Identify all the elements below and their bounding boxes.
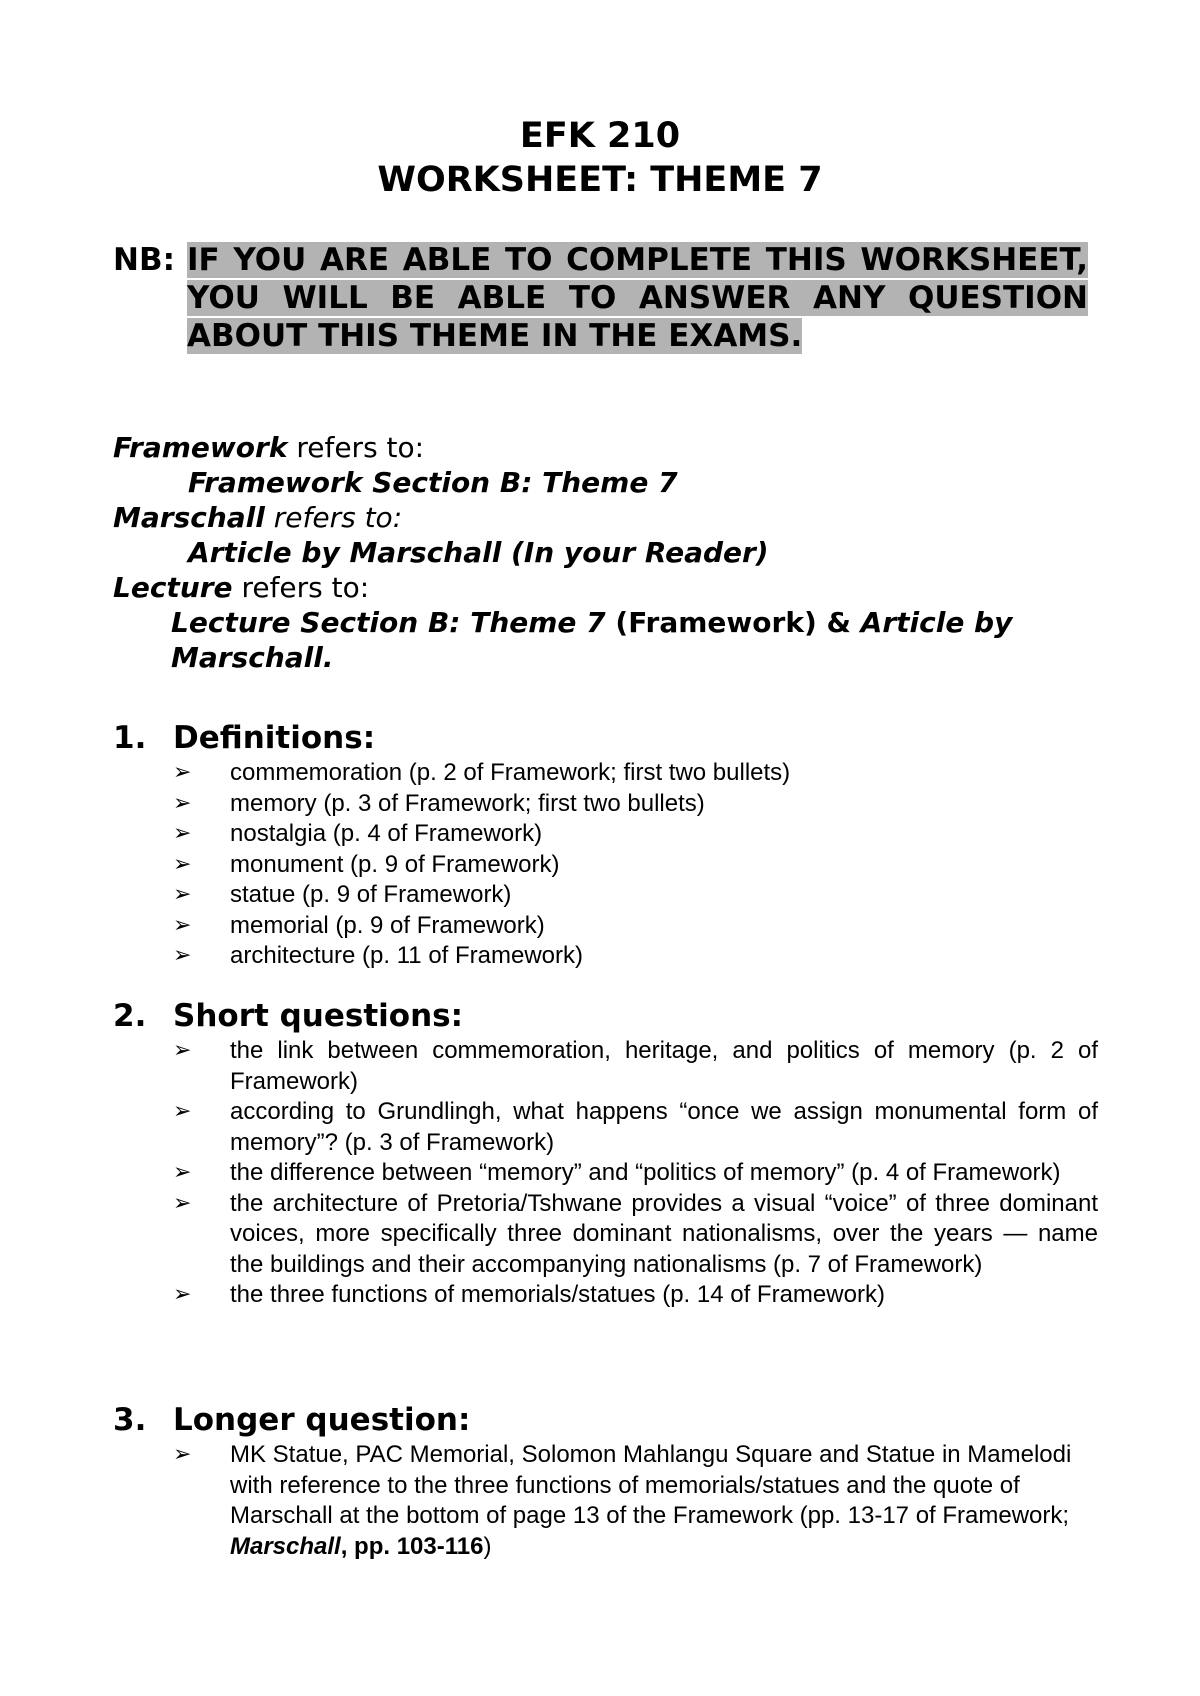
page-range: , pp. 103-116 [340, 1532, 484, 1560]
lecture-target-b: (Framework) & [605, 606, 861, 639]
worksheet-title: WORKSHEET: THEME 7 [377, 160, 823, 200]
arrowhead-bullet-icon: ➢ [173, 943, 192, 968]
list-item [173, 1036, 1098, 1097]
list-item-text: the three functions of memorials/statues (p. 14 of Framework) [230, 1281, 885, 1308]
arrowhead-bullet-icon: ➢ [173, 1160, 192, 1185]
framework-ref-line [113, 430, 1098, 465]
arrowhead-bullet-icon: ➢ [173, 760, 192, 785]
section-heading [113, 718, 1098, 758]
longer-question-list [113, 1440, 1098, 1562]
reference-key [113, 430, 1098, 675]
arrowhead-bullet-icon: ➢ [173, 1442, 192, 1467]
nb-highlighted-text [187, 241, 1088, 355]
lecture-refers: refers to: [232, 571, 370, 604]
arrowhead-bullet-icon: ➢ [173, 851, 192, 877]
list-item [173, 880, 1098, 911]
short-questions-list [113, 1036, 1098, 1311]
list-item [173, 1280, 1098, 1311]
arrowhead-bullet-icon: ➢ [173, 1099, 192, 1124]
section-title: Short questions: [173, 998, 463, 1034]
section-number: 3. [113, 1402, 147, 1438]
arrowhead-bullet-icon: ➢ [173, 1190, 192, 1216]
list-item-text: architecture (p. 11 of Framework) [230, 942, 584, 969]
list-item-text: the difference between “memory” and “politics of memory” (p. 4 of Framework) [230, 1159, 1061, 1186]
list-item-text: nostalgia (p. 4 of Framework) [230, 820, 543, 847]
list-item [173, 1158, 1098, 1189]
list-item [173, 819, 1098, 850]
section-heading [113, 1400, 1098, 1440]
arrowhead-bullet-icon: ➢ [173, 821, 192, 846]
section-number: 2. [113, 998, 147, 1034]
marschall-refers: refers to: [264, 501, 403, 534]
section-title: Definitions: [173, 720, 376, 756]
list-item-text: the architecture of Pretoria/Tshwane provides a visual “voice” of three dominant voices, more specifically three dominant nationalisms, over the years — name the buildings and their accompanying nationalisms (p. 7 of Framework) [230, 1189, 1098, 1278]
framework-term: Framework [113, 431, 288, 464]
section-heading [113, 996, 1098, 1036]
closing-paren: ) [483, 1532, 492, 1560]
list-item-text: statue (p. 9 of Framework) [230, 881, 512, 908]
list-item-text: memory (p. 3 of Framework; first two bullets) [230, 789, 705, 817]
framework-target: Framework Section B: Theme 7 [188, 466, 678, 499]
marschall-ref-line [113, 500, 1098, 535]
arrowhead-bullet-icon: ➢ [173, 882, 192, 907]
arrowhead-bullet-icon: ➢ [173, 790, 192, 816]
list-item [173, 1097, 1098, 1158]
lecture-target [113, 605, 1098, 675]
section-number: 1. [113, 720, 147, 756]
list-item [173, 758, 1098, 789]
list-item-text: commemoration (p. 2 of Framework; first two bullets) [230, 759, 791, 786]
marschall-ref: Marschall [230, 1532, 341, 1560]
lecture-target-c: Article by Marschall. [171, 606, 1013, 674]
arrowhead-bullet-icon: ➢ [173, 1038, 192, 1063]
lecture-ref-line [113, 570, 1098, 605]
list-item-text: according to Grundlingh, what happens “once we assign monumental form of memory”? (p. 3 of Framework) [230, 1098, 1098, 1156]
section-longer-question [113, 1400, 1098, 1562]
list-item [173, 1440, 1098, 1562]
lecture-term: Lecture [113, 571, 233, 604]
section-short-questions [113, 996, 1098, 1311]
list-item [173, 850, 1098, 881]
list-item [173, 911, 1098, 942]
list-item [173, 941, 1098, 972]
list-item-text: MK Statue, PAC Memorial, Solomon Mahlangu Square and Statue in Mamelodi with reference to the three functions of memorials/statues and the quote of Marschall at the bottom of page 13 of the Framework (pp. 13-17 of Framework; [230, 1441, 1072, 1529]
marschall-target: Article by Marschall (In your Reader) [188, 536, 769, 569]
section-title: Longer question: [173, 1402, 471, 1438]
list-item-text: memorial (p. 9 of Framework) [230, 911, 545, 939]
course-code-title: EFK 210 [519, 116, 681, 156]
list-item [173, 1189, 1098, 1281]
section-definitions [113, 718, 1098, 972]
arrowhead-bullet-icon: ➢ [173, 912, 192, 938]
definitions-list [113, 758, 1098, 972]
marschall-term: Marschall [113, 501, 265, 534]
framework-refers: refers to: [287, 431, 425, 464]
nb-label: NB: [113, 242, 175, 278]
list-item-text: the link between commemoration, heritage, and politics of memory (p. 2 of Framework) [230, 1037, 1098, 1095]
arrowhead-bullet-icon: ➢ [173, 1282, 192, 1307]
list-item [173, 789, 1098, 820]
nb-text: IF YOU ARE ABLE TO COMPLETE THIS WORKSHEET, YOU WILL BE ABLE TO ANSWER ANY QUESTION ABOUT THIS THEME IN THE EXAMS. [187, 242, 1088, 354]
list-item-text: monument (p. 9 of Framework) [230, 850, 560, 878]
lecture-target-a: Lecture Section B: Theme 7 [171, 606, 606, 639]
